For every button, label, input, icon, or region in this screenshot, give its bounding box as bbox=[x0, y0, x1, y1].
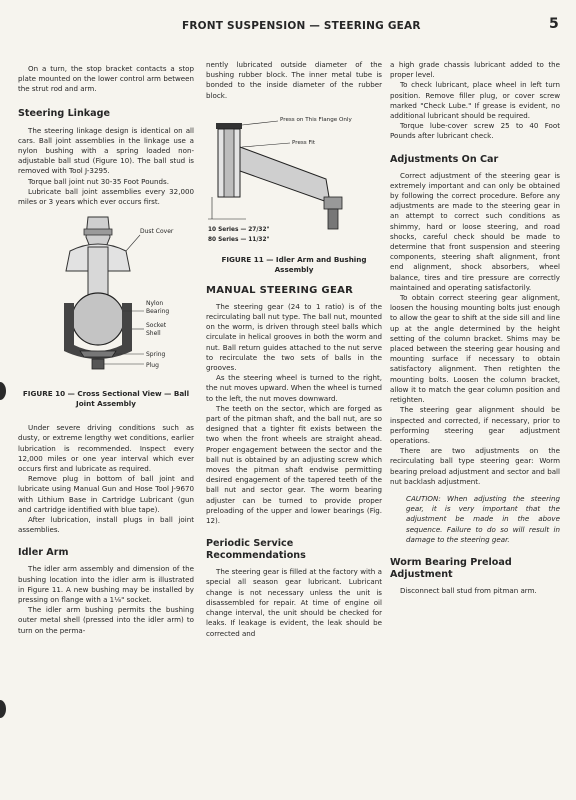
paragraph: The steering linkage design is identical on all cars. Ball joint assemblies in the linkage use a nylon bushing with a spring loaded non-adjustable ball stud (Figure 10). The ball stud is removed with Tool J-3295. bbox=[18, 125, 194, 176]
figure-10-caption: FIGURE 10 — Cross Sectional View — Ball Joint Assembly bbox=[22, 389, 190, 409]
paragraph: To check lubricant, place wheel in left turn position. Remove filler plug, or cover screw marked "Check Lube." If grease is evident, no additional lubricant should be required. bbox=[390, 80, 560, 121]
paragraph: Correct adjustment of the steering gear is extremely important and can only be obtained by following the correct procedure. Before any adjustments are made to the steering gear in an attempt to correct such conditions as shimmy, hard or loose steering, and road shocks, careful check should be made to determine that front suspension and steering components, steering shaft alignment, front end alignment, shock absorbers, wheel balance, tires and tire pressure are correctly maintained and operating satisfactorily. bbox=[390, 170, 560, 292]
paragraph: Remove plug in bottom of ball joint and lubricate using Manual Gun and Hose Tool J-9670 with Lithium Base in Cartridge Lubricant (gun and cartridge identified with blue tape). bbox=[18, 474, 194, 514]
paragraph: The steering gear is filled at the factory with a special all season gear lubricant. Lubricant change is not necessary unless the unit is disassembled for repair. At time of engine oil change interval, the unit should be checked for leaks. If leakage is evident, the leak should be corrected and bbox=[206, 567, 382, 638]
label-plug: Plug bbox=[146, 362, 159, 370]
label-socket: Socket bbox=[146, 322, 167, 330]
label-80-series: 80 Series — 11/32" bbox=[208, 236, 270, 243]
page-title: FRONT SUSPENSION — STEERING GEAR bbox=[182, 20, 421, 32]
label-shell: Shell bbox=[146, 330, 161, 338]
heading-adjustments-on-car: Adjustments On Car bbox=[390, 153, 499, 165]
label-press-fit: Press Fit bbox=[292, 139, 316, 146]
heading-worm-bearing: Worm Bearing Preload Adjustment bbox=[390, 556, 512, 580]
paragraph: a high grade chassis lubricant added to the proper level. bbox=[390, 60, 560, 80]
paragraph: The idler arm assembly and dimension of the bushing location into the idler arm is illustrated in Figure 11. A new bushing may be installed by pressing on flange with a 1⅛" socket. bbox=[18, 564, 194, 605]
ball-joint-illustration bbox=[18, 211, 194, 387]
label-spring: Spring bbox=[146, 351, 166, 359]
label-10-series: 10 Series — 27/32" bbox=[208, 226, 270, 233]
heading-steering-linkage: Steering Linkage bbox=[18, 107, 111, 119]
label-bearing: Bearing bbox=[146, 308, 170, 316]
page-number: 5 bbox=[549, 16, 559, 32]
paragraph: The steering gear (24 to 1 ratio) is of the recirculating ball nut type. The ball nut, mounted on the worm, is driven through steel balls which circulate in helical grooves in both the worm and nut. Ball return guides attached to the nut serve to recirculate the two sets of balls in the grooves. bbox=[206, 301, 382, 373]
paragraph: On a turn, the stop bracket contacts a stop plate mounted on the lower control arm between the strut rod and arm. bbox=[18, 64, 194, 94]
paragraph: Lubricate ball joint assemblies every 32,000 miles or 3 years which ever occurs first. bbox=[18, 186, 194, 207]
paragraph: After lubrication, install plugs in ball joint assemblies. bbox=[18, 515, 194, 535]
column-left bbox=[18, 64, 194, 636]
paragraph: The teeth on the sector, which are forged as part of the pitman shaft, and the ball nut, are so designed that a tighter fit exists between the two when the front wheels are straight ahead. Proper engagement between the sector and the ball nut is obtained by an adjusting screw which moves the pitman shaft endwise permitting desired engagement of the tapered teeth of the ball nut and sector gear. The worm bearing adjuster can be turned to provide proper preloading of the upper and lower bearings (Fig. 12). bbox=[206, 403, 382, 526]
paragraph: Disconnect ball stud from pitman arm. bbox=[400, 585, 537, 595]
paragraph: There are two adjustments on the recirculating ball type steering gear: Worm bearing preload adjustment and sector and ball nut backlash adjustment. bbox=[390, 446, 560, 486]
figure-10 bbox=[18, 211, 194, 387]
binder-hole bbox=[0, 700, 6, 718]
heading-idler-arm: Idler Arm bbox=[18, 547, 69, 559]
label-nylon: Nylon bbox=[146, 300, 164, 308]
paragraph: Under severe driving conditions such as dusty, or extreme lengthy wet conditions, earlier lubrication is recommended. Inspect every 12,000 miles or one year interval which ever occurs first and lubricate as required. bbox=[18, 423, 194, 474]
binder-hole bbox=[0, 382, 6, 400]
heading-manual-steering-gear: MANUAL STEERING GEAR bbox=[206, 284, 354, 296]
paragraph: The idler arm bushing permits the bushing outer metal shell (pressed into the idler arm) to turn on the perma- bbox=[18, 605, 194, 635]
paragraph: Torque ball joint nut 30-35 Foot Pounds. bbox=[28, 176, 169, 186]
paragraph: nently lubricated outside diameter of the bushing rubber block. The inner metal tube is bonded to the inside diameter of the rubber block. bbox=[206, 60, 382, 100]
paragraph: To obtain correct steering gear alignment, loosen the housing mounting bolts just enough to allow the gear to shift at the side sill and line up at the angle determined by the height setting of the column bracket. Shims may be placed between the steering gear housing and mounting surface if necessary to obtain satisfactory alignment. Then retighten the mounting bolts. Loosen the column bracket, allow it to match the gear column position and retighten. bbox=[390, 293, 560, 405]
paragraph: The steering gear alignment should be inspected and corrected, if necessary, prior to performing steering gear adjustment operations. bbox=[390, 405, 560, 445]
heading-periodic-service: Periodic Service Recommendations bbox=[206, 538, 306, 562]
caution-note: CAUTION: When adjusting the steering gear, it is very important that the adjustment be made in the above sequence. Failure to do so will result in damage to the steering gear. bbox=[406, 493, 560, 544]
label-press-flange: Press on This Flange Only bbox=[280, 116, 352, 123]
page-header bbox=[0, 10, 576, 36]
paragraph: As the steering wheel is turned to the right, the nut moves upward. When the wheel is turned to the left, the nut moves downward. bbox=[206, 373, 382, 403]
column-middle bbox=[206, 60, 382, 639]
paragraph: Torque lube-cover screw 25 to 40 Foot Pounds after lubricant check. bbox=[390, 121, 560, 141]
figure-11-caption: FIGURE 11 — Idler Arm and Bushing Assembly bbox=[221, 254, 367, 274]
label-dust-cover: Dust Cover bbox=[140, 228, 174, 236]
column-right bbox=[390, 60, 560, 596]
figure-11 bbox=[206, 107, 382, 249]
